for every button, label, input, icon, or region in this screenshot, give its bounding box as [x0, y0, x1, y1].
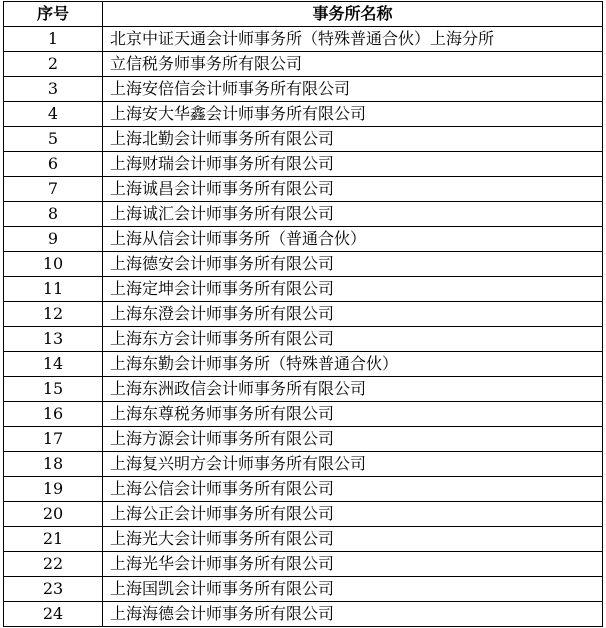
column-header-firm-name: 事务所名称: [103, 2, 603, 27]
serial-number-cell: 18: [4, 452, 103, 477]
table-row: [4, 177, 603, 202]
table-row: [4, 602, 603, 627]
table-row: [4, 327, 603, 352]
table-row: [4, 152, 603, 177]
firm-name-cell: 上海东尊税务师事务所有限公司: [103, 402, 603, 427]
header-row: [4, 2, 603, 27]
serial-number-cell: 2: [4, 52, 103, 77]
firm-name-cell: 上海光大会计师事务所有限公司: [103, 527, 603, 552]
firm-name-cell: 上海光华会计师事务所有限公司: [103, 552, 603, 577]
firm-name-cell: 立信税务师事务所有限公司: [103, 52, 603, 77]
serial-number-cell: 24: [4, 602, 103, 627]
table-row: [4, 277, 603, 302]
firm-name-cell: 北京中证天通会计师事务所（特殊普通合伙）上海分所: [103, 27, 603, 52]
table-row: [4, 452, 603, 477]
firm-list-table: [3, 1, 603, 627]
firm-name-cell: 上海东勤会计师事务所（特殊普通合伙）: [103, 352, 603, 377]
firm-name-cell: 上海方源会计师事务所有限公司: [103, 427, 603, 452]
firm-name-cell: 上海财瑞会计师事务所有限公司: [103, 152, 603, 177]
table-row: [4, 502, 603, 527]
table-row: [4, 127, 603, 152]
serial-number-cell: 15: [4, 377, 103, 402]
serial-number-cell: 1: [4, 27, 103, 52]
firm-name-cell: 上海诚昌会计师事务所有限公司: [103, 177, 603, 202]
serial-number-cell: 19: [4, 477, 103, 502]
table-row: [4, 377, 603, 402]
table-row: [4, 52, 603, 77]
serial-number-cell: 21: [4, 527, 103, 552]
serial-number-cell: 6: [4, 152, 103, 177]
firm-name-cell: 上海德安会计师事务所有限公司: [103, 252, 603, 277]
table-row: [4, 202, 603, 227]
serial-number-cell: 17: [4, 427, 103, 452]
serial-number-cell: 3: [4, 77, 103, 102]
firm-name-cell: 上海诚汇会计师事务所有限公司: [103, 202, 603, 227]
firm-name-cell: 上海国凯会计师事务所有限公司: [103, 577, 603, 602]
table-row: [4, 227, 603, 252]
table-row: [4, 77, 603, 102]
serial-number-cell: 12: [4, 302, 103, 327]
table-row: [4, 552, 603, 577]
serial-number-cell: 9: [4, 227, 103, 252]
table-row: [4, 102, 603, 127]
serial-number-cell: 10: [4, 252, 103, 277]
table-row: [4, 477, 603, 502]
serial-number-cell: 4: [4, 102, 103, 127]
firm-name-cell: 上海安倍信会计师事务所有限公司: [103, 77, 603, 102]
table-row: [4, 402, 603, 427]
firm-name-cell: 上海东方会计师事务所有限公司: [103, 327, 603, 352]
firm-name-cell: 上海定坤会计师事务所有限公司: [103, 277, 603, 302]
firm-name-cell: 上海安大华鑫会计师事务所有限公司: [103, 102, 603, 127]
firm-name-cell: 上海公信会计师事务所有限公司: [103, 477, 603, 502]
serial-number-cell: 7: [4, 177, 103, 202]
firm-name-cell: 上海公正会计师事务所有限公司: [103, 502, 603, 527]
serial-number-cell: 8: [4, 202, 103, 227]
serial-number-cell: 14: [4, 352, 103, 377]
firm-name-cell: 上海东澄会计师事务所有限公司: [103, 302, 603, 327]
firm-name-cell: 上海复兴明方会计师事务所有限公司: [103, 452, 603, 477]
serial-number-cell: 23: [4, 577, 103, 602]
serial-number-cell: 16: [4, 402, 103, 427]
table-row: [4, 427, 603, 452]
table-row: [4, 352, 603, 377]
firm-name-cell: 上海海德会计师事务所有限公司: [103, 602, 603, 627]
firm-name-cell: 上海东洲政信会计师事务所有限公司: [103, 377, 603, 402]
column-header-serial-number: 序号: [4, 2, 103, 27]
serial-number-cell: 20: [4, 502, 103, 527]
table-row: [4, 527, 603, 552]
table-row: [4, 302, 603, 327]
table-row: [4, 577, 603, 602]
serial-number-cell: 22: [4, 552, 103, 577]
table-body: [4, 27, 603, 627]
firm-name-cell: 上海从信会计师事务所（普通合伙）: [103, 227, 603, 252]
serial-number-cell: 11: [4, 277, 103, 302]
table-row: [4, 27, 603, 52]
firm-name-cell: 上海北勤会计师事务所有限公司: [103, 127, 603, 152]
table-row: [4, 252, 603, 277]
serial-number-cell: 13: [4, 327, 103, 352]
serial-number-cell: 5: [4, 127, 103, 152]
